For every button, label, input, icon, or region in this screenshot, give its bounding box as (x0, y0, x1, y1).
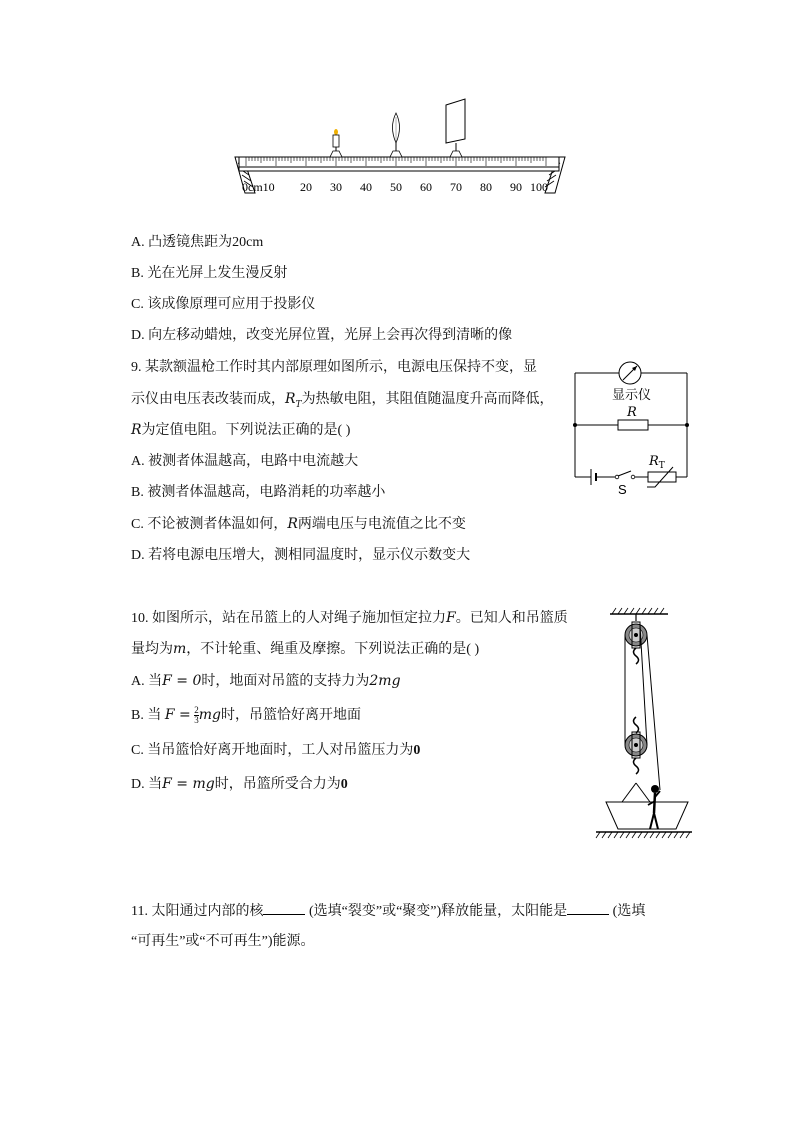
var-rt-sub: T (295, 399, 302, 410)
tick-label: 100 (530, 180, 548, 194)
q10-text: 10. 如图所示，站在吊篮上的人对绳子施加恒定拉力 (131, 611, 446, 626)
q10-option-c (131, 741, 420, 761)
q10-option-a (131, 671, 401, 692)
tick-label: 60 (420, 180, 432, 194)
q11-line-1 (131, 900, 645, 922)
q10-stem-line-2 (131, 639, 479, 660)
q10-option-b (131, 705, 361, 726)
tick-label: 50 (390, 180, 402, 194)
q8-option-d: D. 向左移动蜡烛，改变光屏位置，光屏上会再次得到清晰的像 (131, 328, 513, 343)
tick-label: 80 (480, 180, 492, 194)
thermistor-rt (648, 472, 676, 482)
answer-blank[interactable] (567, 900, 609, 915)
var-r: R (131, 422, 142, 438)
var-r: R (287, 516, 298, 532)
q10-text: 。已知人和吊篮质 (455, 611, 568, 626)
tick-label: 30 (330, 180, 342, 194)
eq: F = mg (162, 776, 215, 792)
q10-stem-line-1 (131, 608, 568, 629)
tick-label: 70 (450, 180, 462, 194)
q11-line-2: “可再生”或“不可再生”)能源。 (131, 934, 315, 949)
q9-stem-line-2 (131, 389, 554, 415)
q9-circuit-diagram (565, 355, 695, 495)
rt-label: $R_T$ (649, 454, 665, 471)
r-label: R (627, 405, 637, 420)
q10-text: 量均为 (131, 642, 173, 657)
convex-lens (390, 113, 402, 157)
eq: mg (198, 707, 221, 723)
q9-text: 为定值电阻。下列说法正确的是( ) (141, 423, 351, 438)
q8-option-c: C. 该成像原理可应用于投影仪 (131, 297, 316, 312)
q9-stem-line-3 (131, 420, 350, 441)
q10-text: A. 当 (131, 674, 163, 689)
fixed-pulley (625, 622, 647, 648)
resistor-r (618, 420, 648, 430)
q10-pulley-figure (592, 605, 697, 845)
optical-bench-figure (225, 95, 575, 200)
q9-text: 示仪由电压表改装而成， (131, 392, 285, 407)
q9-option-b: B. 被测者体温越高，电路消耗的功率越小 (131, 485, 386, 500)
fraction-num: 2 (194, 705, 199, 716)
battery (591, 469, 596, 485)
q10-text: 时，地面对吊篮的支持力为 (201, 674, 370, 689)
q10-text: D. 当 (131, 777, 163, 792)
q11-text: 11. 太阳通过内部的核 (131, 904, 264, 919)
switch-s (615, 471, 635, 479)
var-m: m (173, 641, 187, 657)
tick-label: 20 (300, 180, 312, 194)
light-screen (446, 99, 465, 157)
q10-option-d (131, 774, 348, 795)
q9-text: 两端电压与电流值之比不变 (297, 517, 466, 532)
q10-text: C. 当吊篮恰好离开地面时，工人对吊篮压力为 (131, 743, 414, 758)
q11-text: (选填 (612, 904, 646, 919)
display-meter (619, 362, 641, 384)
eq: 0 (413, 743, 421, 758)
meter-label: 显示仪 (612, 388, 652, 403)
q11-text: (选填“裂变”或“聚变”)释放能量，太阳能是 (308, 904, 568, 919)
q9-option-d: D. 若将电源电压增大，测相同温度时，显示仪示数变大 (131, 548, 471, 563)
q8-option-b: B. 光在光屏上发生漫反射 (131, 266, 288, 281)
q9-text: 为热敏电阻，其阻值随温度升高而降低， (301, 392, 554, 407)
switch-label: S (618, 482, 627, 495)
tick-label: 0cm10 (242, 180, 275, 194)
eq: 0 (340, 777, 348, 792)
basket (606, 783, 688, 829)
q10-text: 时，吊篮恰好离开地面 (221, 708, 361, 723)
var-rt: R (285, 391, 296, 407)
var-f: F (446, 610, 456, 626)
eq: F = (164, 707, 191, 723)
eq: 2mg (369, 673, 401, 689)
fraction-den: 3 (194, 715, 199, 726)
answer-blank[interactable] (263, 900, 305, 915)
tick-label: 90 (510, 180, 522, 194)
q10-text: 时，吊篮所受合力为 (214, 777, 341, 792)
q10-text: B. 当 (131, 708, 165, 723)
q9-text: C. 不论被测者体温如何， (131, 517, 288, 532)
q10-text: ，不计轮重、绳重及摩擦。下列说法正确的是( ) (186, 642, 480, 657)
movable-pulley (625, 717, 647, 774)
q9-option-a: A. 被测者体温越高，电路中电流越大 (131, 454, 359, 469)
q8-option-a: A. 凸透镜焦距为20cm (131, 235, 264, 250)
candle (330, 129, 342, 157)
q9-option-c (131, 514, 466, 535)
tick-label: 40 (360, 180, 372, 194)
eq: F = 0 (162, 673, 202, 689)
q9-stem-line-1: 9. 某款额温枪工作时其内部原理如图所示，电源电压保持不变，显 (131, 360, 537, 375)
